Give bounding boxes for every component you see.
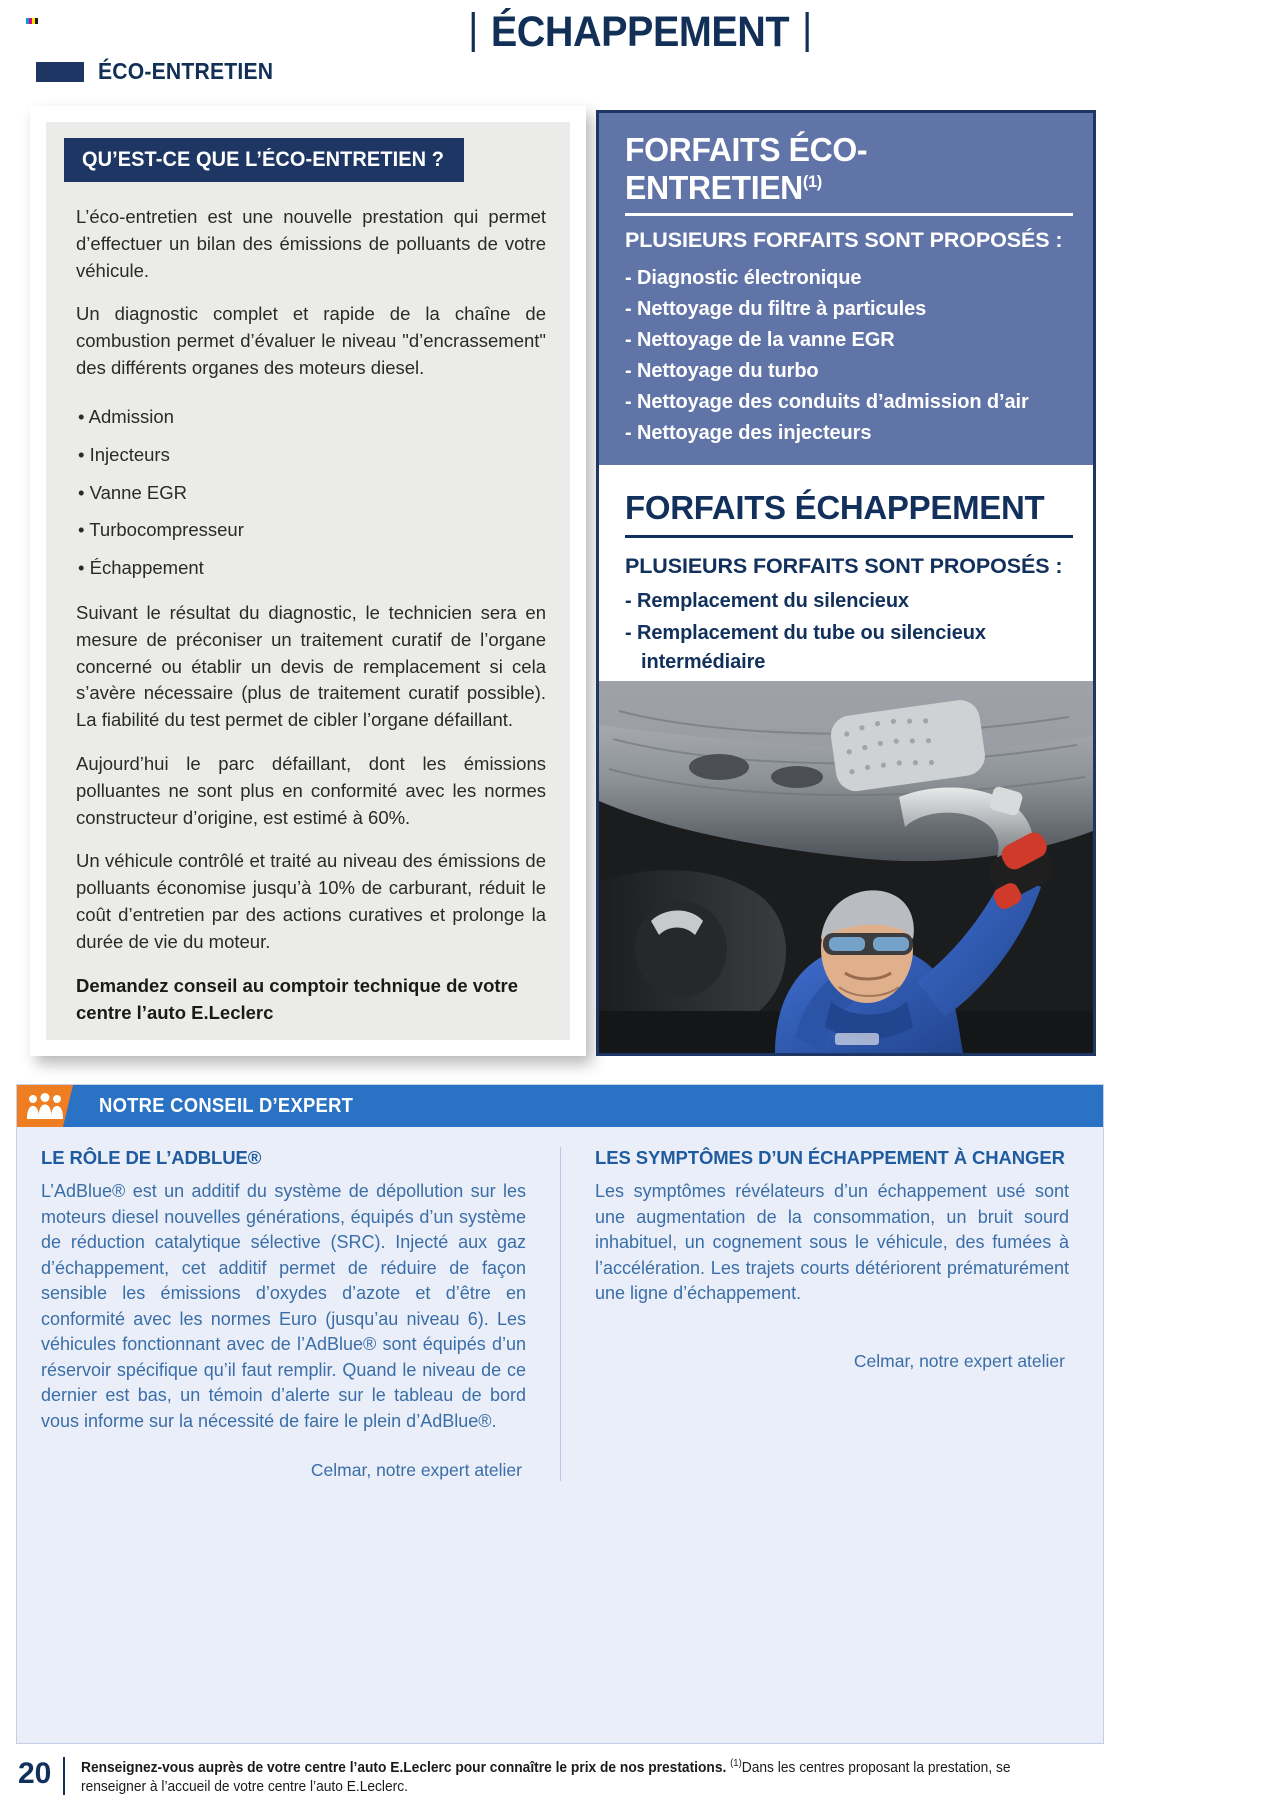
paragraph-cta: Demandez conseil au comptoir technique de votre centre l’auto E.Leclerc — [76, 974, 519, 1023]
list-item-main: - Remplacement du silencieux — [625, 590, 909, 612]
list-item: - Nettoyage du turbo — [625, 360, 819, 382]
eco-entretien-heading: QU’EST-CE QUE L’ÉCO-ENTRETIEN ? — [82, 148, 445, 171]
list-item: • Turbocompresseur — [76, 512, 546, 550]
eco-entretien-heading-bar — [64, 138, 464, 182]
list-item: - Nettoyage du filtre à particules — [625, 298, 927, 320]
forfaits-eco-title — [625, 131, 1060, 213]
divider — [625, 213, 1073, 216]
paragraph-parc: Aujourd’hui le parc défaillant, dont les émissions polluantes ne sont plus en conformité avec les normes constructeur d’origine, est estimé à 60%. — [76, 753, 546, 828]
three-people-glyph — [26, 1093, 64, 1119]
footer-bold-text: Renseignez-vous auprès de votre centre l’auto E.Leclerc pour connaître le prix de nos prestations. — [80, 1759, 727, 1776]
forfaits-echappement-subtitle: PLUSIEURS FORFAITS SONT PROPOSÉS : — [625, 554, 1063, 578]
page-title — [51, 5, 1229, 57]
footer-note-text: Dans les centres proposant la prestation, se renseigner à l’accueil de votre centre l’auto E.Leclerc. — [80, 1759, 1011, 1796]
technician-photo-illustration — [599, 681, 1093, 1053]
title-bar-right: | — [802, 5, 812, 53]
footer-text — [81, 1757, 1066, 1798]
section-label: ÉCO-ENTRETIEN — [98, 58, 274, 84]
paragraph-intro: L’éco-entretien est une nouvelle prestation qui permet d’effectuer un bilan des émissions de polluants de votre véhicule. — [76, 206, 546, 281]
forfaits-eco-subtitle: PLUSIEURS FORFAITS SONT PROPOSÉS : — [625, 228, 1063, 252]
list-item-continuation: intermédiaire — [641, 651, 766, 673]
organes-list — [76, 399, 546, 588]
page-footer — [18, 1757, 1118, 1798]
list-item: • Admission — [76, 399, 546, 437]
paragraph-economie: Un véhicule contrôlé et traité au niveau des émissions de polluants économise jusqu’à 10% de carburant, réduit le coût d’entretien par des actions curatives et prolonge la durée de vie du moteur. — [76, 850, 546, 952]
expert-column-symptomes — [560, 1147, 1079, 1481]
forfaits-eco-list — [625, 263, 1073, 449]
symptomes-heading: LES SYMPTÔMES D’UN ÉCHAPPEMENT À CHANGER — [595, 1147, 1065, 1168]
technician-photo — [599, 681, 1093, 1053]
list-item: • Vanne EGR — [76, 475, 546, 513]
registration-marks-icon — [26, 18, 38, 24]
list-item: - Nettoyage des injecteurs — [625, 422, 872, 444]
title-bar-left: | — [468, 5, 478, 53]
adblue-heading: LE RÔLE DE L’ADBLUE® — [41, 1147, 262, 1168]
paragraph-diagnostic: Un diagnostic complet et rapide de la chaîne de combustion permet d’évaluer le niveau "d’encrassement" des différents organes des moteurs diesel. — [76, 303, 546, 379]
symptomes-signature: Celmar, notre expert atelier — [853, 1350, 1065, 1371]
eco-entretien-card — [30, 106, 586, 1056]
expert-column-adblue — [41, 1147, 560, 1481]
forfaits-echappement-title: FORFAITS ÉCHAPPEMENT — [625, 489, 1045, 526]
page-title-text: ÉCHAPPEMENT — [490, 8, 790, 56]
divider — [625, 535, 1073, 538]
list-item: - Diagnostic électronique — [625, 267, 862, 289]
eco-entretien-inner — [46, 122, 570, 1040]
list-item: - Nettoyage des conduits d’admission d’air — [625, 391, 1029, 413]
forfaits-eco-section — [599, 113, 1093, 465]
section-tag — [36, 58, 288, 85]
forfaits-eco-title-footnote: (1) — [802, 172, 822, 191]
expert-banner-title: NOTRE CONSEIL D’EXPERT — [99, 1094, 354, 1117]
adblue-body: L’AdBlue® est un additif du système de dépollution sur les moteurs diesel nouvelles générations, équipés d’un système de réduction catalytique sélective (SRC). Injecté aux gaz d’échappement, cet additif permet de réduire de façon sensible les émissions d’oxydes d’azote et d’être en conformité avec les normes Euro (jusqu’au niveau 6). Les véhicules fonctionnant avec de l’AdBlue® sont équipés d’un réservoir spécifique qu’il faut remplir. Quand le niveau de ce dernier est bas, un témoin d’alerte sur le tableau de bord vous informe sur la nécessité de faire le plein d’AdBlue®. — [41, 1181, 526, 1431]
expert-columns — [17, 1127, 1103, 1481]
list-item: • Échappement — [76, 550, 546, 588]
page-number: 20 — [18, 1757, 52, 1791]
footer-footnote-marker: (1) — [730, 1758, 742, 1770]
eco-entretien-body — [76, 204, 546, 1043]
list-item — [625, 587, 1073, 619]
three-people-icon — [17, 1085, 73, 1127]
expert-banner — [17, 1085, 1103, 1127]
list-item — [625, 619, 1073, 680]
paragraph-suivant: Suivant le résultat du diagnostic, le technicien sera en mesure de préconiser un traitement curatif de l’organe concerné ou établir un devis de remplacement si cela s’avère nécessaire (plus de traitement curatif possible). La fiabilité du test permet de cibler l’organe défaillant. — [76, 601, 546, 731]
forfaits-card — [596, 110, 1096, 1056]
list-item: • Injecteurs — [76, 437, 546, 475]
adblue-signature: Celmar, notre expert atelier — [310, 1460, 522, 1481]
symptomes-body: Les symptômes révélateurs d’un échappement usé sont une augmentation de la consommation, un bruit sourd inhabituel, un cognement sous le véhicule, des fumées à l’accélération. Les trajets courts détériorent prématurément une ligne d’échappement. — [595, 1181, 1069, 1304]
list-item: - Nettoyage de la vanne EGR — [625, 329, 895, 351]
section-swatch-icon — [36, 62, 84, 82]
list-item-main: - Remplacement du tube ou silencieux — [625, 622, 986, 644]
forfaits-eco-title-text: FORFAITS ÉCO-ENTRETIEN — [625, 131, 868, 206]
expert-advice-section — [16, 1084, 1104, 1744]
footer-divider — [63, 1757, 65, 1795]
